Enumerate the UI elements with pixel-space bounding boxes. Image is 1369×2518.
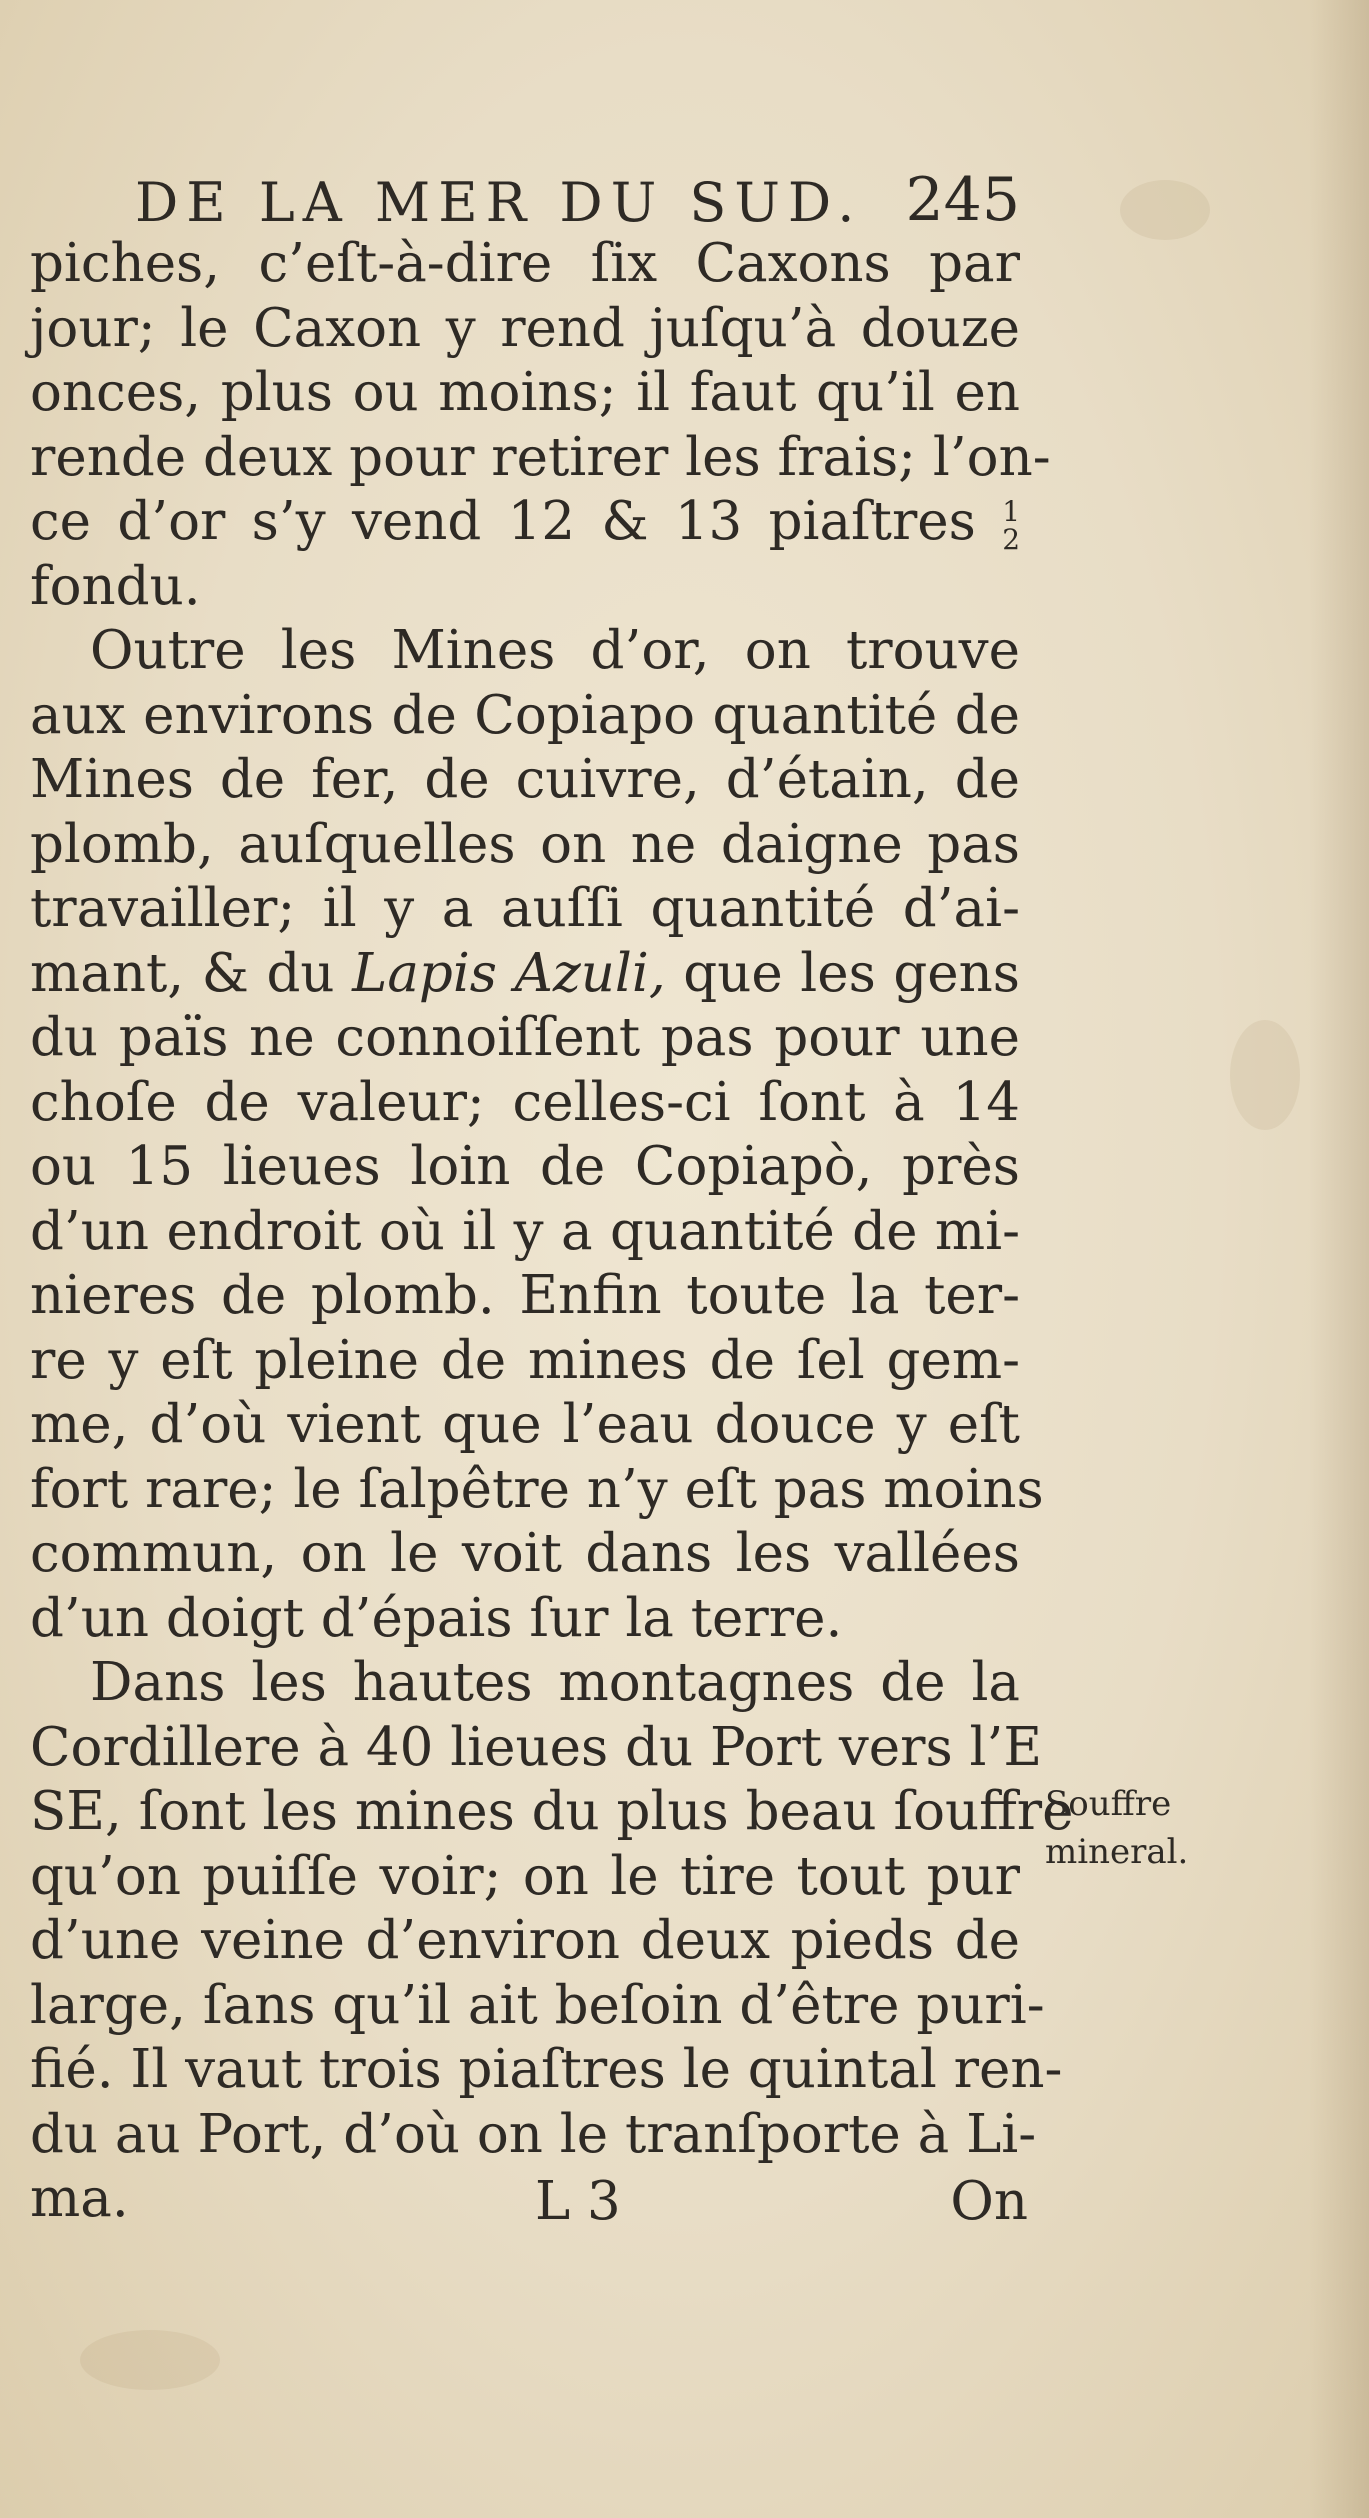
signature-mark: L 3 [535,2171,621,2232]
text-line: jour; le Caxon y rend juſqu’à douze [30,297,1020,359]
page-number: 245 [905,165,1020,235]
paper-stain [80,2330,220,2390]
text-line: choſe de valeur; celles-ci ſont à 14 [30,1071,1020,1133]
text-line: SE, ſont les mines du plus beau ſouffre [30,1781,1074,1842]
fraction [1002,494,1021,556]
catchword: On [950,2171,1028,2232]
text-line: fort rare; le ſalpêtre n’y eſt pas moins [30,1458,1044,1520]
body-text [30,232,1074,2232]
text-line: du au Port, d’où on le tranſporte à Li- [30,2103,1037,2165]
text-line: du païs ne connoiſſent pas pour une [30,1007,1020,1068]
text-line: Mines de fer, de cuivre, d’étain, de [30,749,1020,810]
paragraph-start-line: Outre les Mines d’or, on trouve [90,620,1020,681]
text-line: qu’on puiſſe voir; on le tire tout pur [30,1845,1020,1907]
text-line: d’un doigt d’épais ſur la terre. [30,1587,843,1649]
italic-term: Lapis Azuli, [352,942,666,1004]
paper-stain [1120,180,1210,240]
page-edge-shadow [1309,0,1369,2518]
text-line: ma. [30,2168,129,2229]
text-line: me, d’où vient que l’eau douce y eſt [30,1394,1020,1455]
paper-stain [1230,1020,1300,1130]
text-line: fié. Il vaut trois piaſtres le quintal ren- [30,2039,1063,2100]
text-line: nieres de plomb. Enfin toute la ter- [30,1265,1020,1326]
text-line-part: mant, & du [30,942,335,1004]
text-line-with-fraction [30,490,1020,555]
text-line: aux environs de Copiapo quantité de [30,684,1020,746]
text-line: travailler; il y a auſſi quantité d’ai- [30,878,1020,939]
text-line: Cordillere à 40 lieues du Port vers l’E [30,1716,1043,1778]
text-line: fondu. [30,555,201,617]
text-line: large, ſans qu’il ait beſoin d’être puri- [30,1974,1045,2036]
running-title: DE LA MER DU SUD. [135,171,863,234]
fraction-denominator: 2 [1002,522,1021,556]
text-line-part: ce d’or s’y vend 12 & 13 piaſtres [30,491,976,552]
paragraph-start-line: Dans les hautes montagnes de la [90,1652,1020,1713]
text-line-part: que les gens [683,942,1020,1004]
text-line: piches, c’eſt-à-dire ſix Caxons par [30,233,1020,294]
marginal-note-line: mineral. [1045,1832,1189,1872]
text-line: d’une veine d’environ deux pieds de [30,1910,1020,1971]
text-line-with-italic [30,942,1020,1007]
fraction-numerator: 1 [1002,494,1021,528]
text-line: rende deux pour retirer les frais; l’on- [30,426,1051,488]
text-line: commun, on le voit dans les vallées [30,1523,1020,1584]
text-line: onces, plus ou moins; il faut qu’il en [30,362,1020,423]
text-line: d’un endroit où il y a quantité de mi- [30,1200,1020,1262]
text-line: re y eſt pleine de mines de ſel gem- [30,1329,1020,1391]
marginal-note-line: Souffre [1045,1784,1172,1824]
text-line: ou 15 lieues loin de Copiapò, près [30,1136,1020,1197]
text-line: plomb, auſquelles on ne daigne pas [30,813,1020,875]
marginal-note [1045,1780,1205,1876]
